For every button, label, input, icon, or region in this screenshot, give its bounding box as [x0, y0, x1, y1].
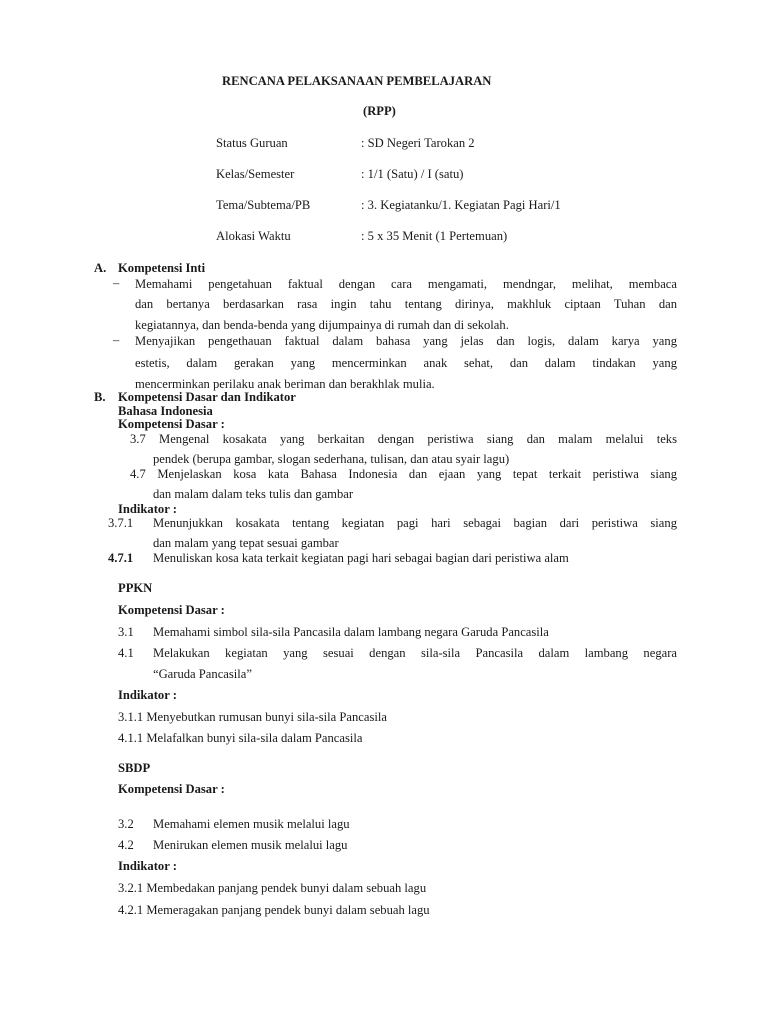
document-title: RENCANA PELAKSANAAN PEMBELAJARAN [222, 74, 492, 88]
kd-line: “Garuda Pancasila” [153, 667, 252, 681]
kd-line: Memahami elemen musik melalui lagu [153, 817, 350, 831]
kd-line: 4.7 Menjelaskan kosa kata Bahasa Indonesia dan ejaan yang tepat terkait peristiwa siang [130, 467, 677, 481]
ki-line: mencerminkan perilaku anak beriman dan berakhlak mulia. [135, 377, 435, 391]
identity-label: Status Guruan [216, 136, 288, 150]
identity-label: Kelas/Semester [216, 167, 295, 181]
identity-value: : 5 x 35 Menit (1 Pertemuan) [361, 229, 508, 243]
ki-line: kegiatannya, dan benda-benda yang dijumpainya di rumah dan di sekolah. [135, 318, 509, 332]
kd-line: dan malam dalam teks tulis dan gambar [153, 487, 354, 501]
indikator-number: 4.7.1 [108, 551, 134, 565]
section-b-heading: Kompetensi Dasar dan Indikator [118, 390, 296, 404]
kd-line: Memahami simbol sila-sila Pancasila dalam lambang negara Garuda Pancasila [153, 625, 549, 639]
section-a-letter: A. [94, 261, 107, 275]
document-subtitle: (RPP) [363, 104, 396, 118]
identity-label: Tema/Subtema/PB [216, 198, 311, 212]
kd-line: Menirukan elemen musik melalui lagu [153, 838, 348, 852]
kd-number: 3.1 [118, 625, 134, 639]
kd-number: 4.1 [118, 646, 134, 660]
identity-label: Alokasi Waktu [216, 229, 291, 243]
identity-value: : 1/1 (Satu) / I (satu) [361, 167, 464, 181]
indikator-line: 3.2.1 Membedakan panjang pendek bunyi dalam sebuah lagu [118, 881, 427, 895]
subject-heading: SBDP [118, 761, 151, 775]
indikator-label: Indikator : [118, 688, 177, 702]
ki-line: Memahami pengetahuan faktual dengan cara mengamati, mendngar, melihat, membaca [135, 277, 677, 291]
indikator-label: Indikator : [118, 502, 177, 516]
indikator-line: Menunjukkan kosakata tentang kegiatan pagi hari sebagai bagian dari peristiwa siang [153, 516, 677, 530]
bullet-dash: – [113, 333, 120, 347]
indikator-line: 4.1.1 Melafalkan bunyi sila-sila dalam Pancasila [118, 731, 363, 745]
kd-line: Melakukan kegiatan yang sesuai dengan sila-sila Pancasila dalam lambang negara [153, 646, 677, 660]
kd-line: pendek (berupa gambar, slogan sederhana, tulisan, dan atau syair lagu) [153, 452, 510, 466]
indikator-label: Indikator : [118, 859, 177, 873]
indikator-line: 3.1.1 Menyebutkan rumusan bunyi sila-sila Pancasila [118, 710, 387, 724]
subject-heading: PPKN [118, 581, 153, 595]
ki-line: estetis, dalam gerakan yang mencerminkan anak sehat, dan dalam tindakan yang [135, 356, 677, 370]
indikator-line: dan malam yang tepat sesuai gambar [153, 536, 339, 550]
kd-label: Kompetensi Dasar : [118, 603, 225, 617]
kd-label: Kompetensi Dasar : [118, 417, 225, 431]
kd-number: 3.2 [118, 817, 134, 831]
kd-number: 4.2 [118, 838, 134, 852]
indikator-line: Menuliskan kosa kata terkait kegiatan pagi hari sebagai bagian dari peristiwa alam [153, 551, 569, 565]
bullet-dash: – [113, 276, 120, 290]
ki-line: Menyajikan pengethauan faktual dalam bahasa yang jelas dan logis, dalam karya yang [135, 334, 677, 348]
kd-label: Kompetensi Dasar : [118, 782, 225, 796]
section-b-letter: B. [94, 390, 106, 404]
identity-value: : 3. Kegiatanku/1. Kegiatan Pagi Hari/1 [361, 198, 561, 212]
ki-line: dan bertanya berdasarkan rasa ingin tahu tentang dirinya, makhluk ciptaan Tuhan dan [135, 297, 677, 311]
identity-value: : SD Negeri Tarokan 2 [361, 136, 475, 150]
section-a-heading: Kompetensi Inti [118, 261, 206, 275]
indikator-line: 4.2.1 Memeragakan panjang pendek bunyi dalam sebuah lagu [118, 903, 430, 917]
subject-heading: Bahasa Indonesia [118, 404, 213, 418]
kd-line: 3.7 Mengenal kosakata yang berkaitan dengan peristiwa siang dan malam melalui teks [130, 432, 677, 446]
indikator-number: 3.7.1 [108, 516, 134, 530]
